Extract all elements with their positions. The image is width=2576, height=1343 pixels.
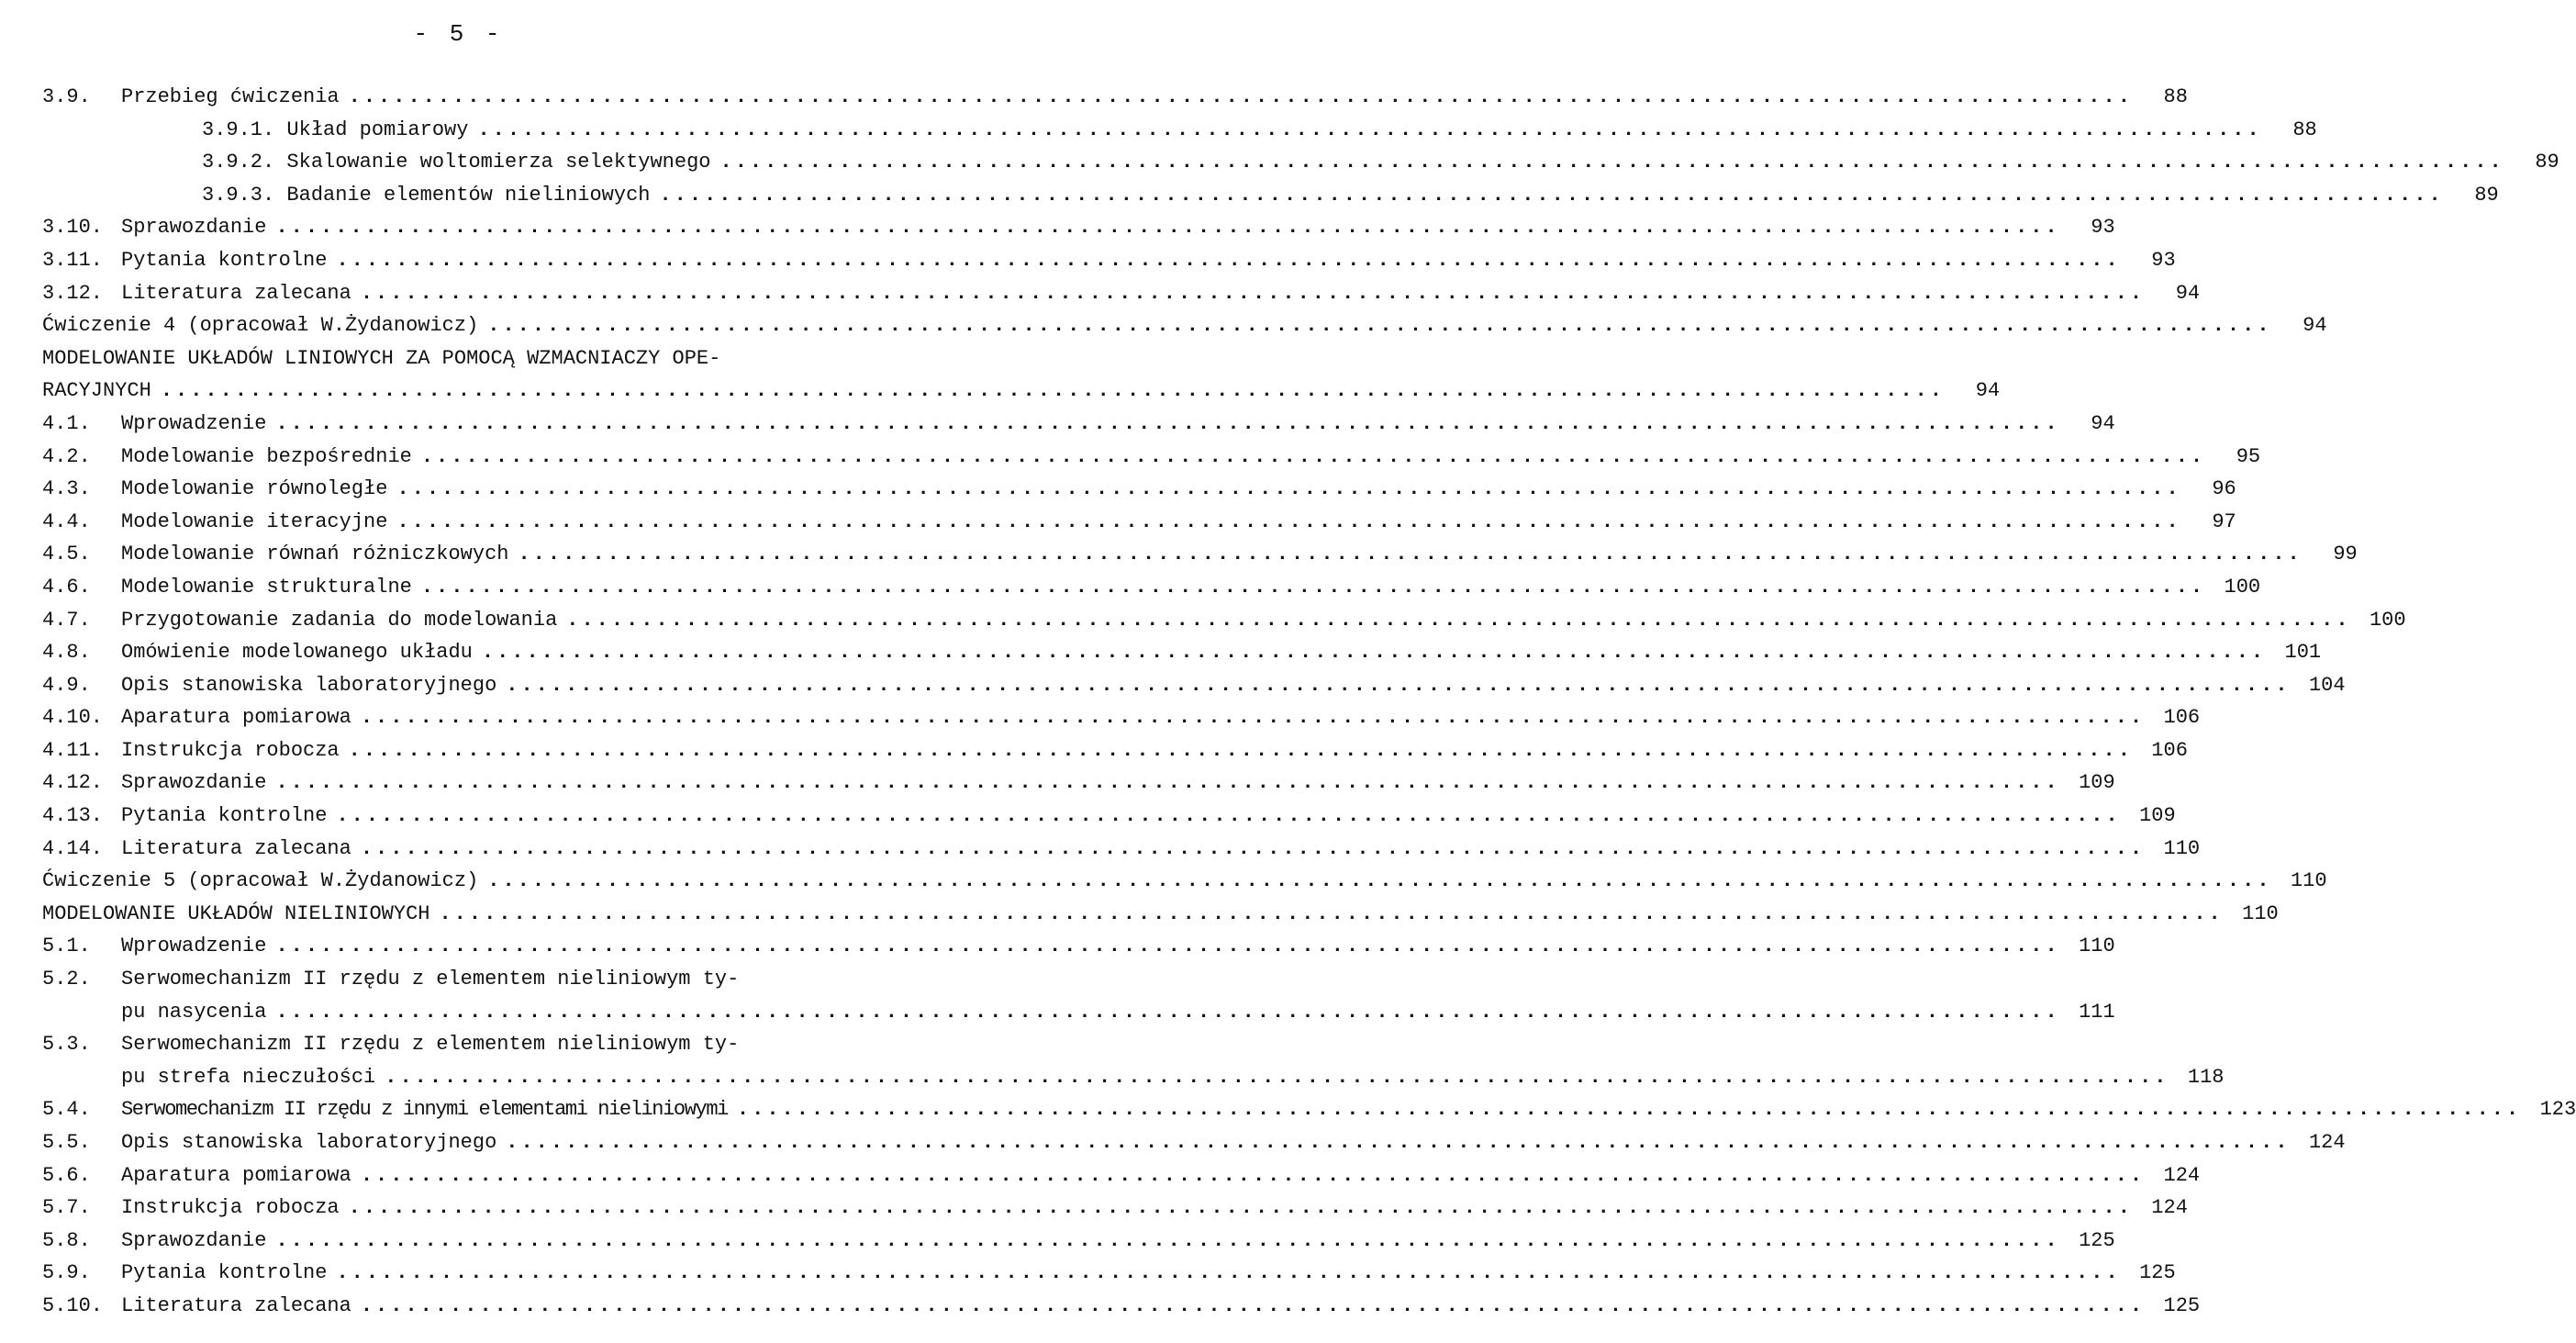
toc-entry-number: 4.11. [42, 738, 104, 762]
dot-leader: ........................................................................................................................ [275, 216, 2060, 240]
toc-entry-page: 97 [2212, 509, 2236, 533]
toc-entry-title: Wprowadzenie [121, 411, 267, 435]
toc-entry-number: 5.1. [42, 935, 91, 958]
toc-entry-title: Wprowadzenie [121, 935, 267, 958]
toc-entry [42, 309, 2327, 342]
dot-leader: ........................................................................................................................ [659, 183, 2444, 207]
dot-leader: ........................................................................................................................ [439, 901, 2224, 925]
toc-entry-title: Sprawozdanie [121, 771, 267, 795]
toc-entry-number: 4.1. [42, 411, 91, 435]
dot-leader: ........................................................................................................................ [336, 248, 2121, 272]
toc-entry-page: 110 [2079, 935, 2115, 958]
toc-entry [42, 734, 2188, 767]
toc-entry-page: 124 [2308, 1131, 2346, 1154]
toc-entry-page: 94 [2303, 314, 2327, 338]
toc-entry-title: Omówienie modelowanego układu [121, 641, 473, 665]
toc-entry-number: 3.10. [42, 216, 104, 240]
toc-entry [42, 277, 2201, 310]
toc-entry-page: 109 [2139, 804, 2176, 828]
toc-entry-title: pu nasycenia [121, 1000, 267, 1024]
toc-entry-page: 125 [2079, 1228, 2115, 1252]
toc-entry-page: 104 [2308, 673, 2346, 697]
dot-leader: ........................................................................................................................ [477, 118, 2262, 141]
toc-entry [42, 865, 2327, 898]
toc-entry [42, 1192, 2188, 1225]
dot-leader: ........................................................................................................................ [396, 509, 2181, 533]
toc-entry-page: 89 [2535, 151, 2559, 174]
toc-entry-title: Ćwiczenie 5 (opracował W.Żydanowicz) [42, 869, 479, 893]
dot-leader: ........................................................................................................................ [348, 85, 2133, 108]
dot-leader: ........................................................................................................................ [360, 836, 2146, 860]
toc-entry [42, 211, 2115, 244]
toc-entry [42, 996, 2115, 1029]
toc-entry-page: 109 [2079, 771, 2115, 795]
toc-entry-title: Modelowanie równań różniczkowych [121, 543, 509, 566]
toc-entry [42, 1225, 2115, 1258]
dot-leader: ........................................................................................................................ [360, 1163, 2146, 1187]
toc-entry-page: 101 [2284, 641, 2322, 665]
toc-entry-page: 125 [2163, 1293, 2201, 1317]
dot-leader: ........................................................................................................................ [360, 281, 2146, 305]
toc-entry-number: 4.3. [42, 477, 91, 501]
dot-leader: ........................................................................................................................ [348, 1196, 2133, 1220]
dot-leader: ........................................................................................................................ [481, 641, 2267, 665]
toc-entry-title: Serwomechanizm II rzędu z elementem nieliniowym ty- [121, 1033, 740, 1057]
toc-entry [42, 963, 868, 996]
toc-entry-page: 100 [2369, 608, 2406, 632]
toc-entry-title: Serwomechanizm II rzędu z elementem nieliniowym ty- [121, 968, 740, 991]
toc-entry-page: 106 [2151, 738, 2188, 762]
dot-leader: ........................................................................................................................ [336, 804, 2121, 828]
toc-entry-number: 4.6. [42, 575, 91, 599]
toc-entry-number: 4.10. [42, 706, 104, 730]
toc-entry-number: 5.2. [42, 968, 91, 991]
toc-entry [42, 114, 2317, 147]
toc-entry-title: MODELOWANIE UKŁADÓW NIELINIOWYCH [42, 901, 430, 925]
toc-entry-page: 93 [2091, 216, 2115, 240]
toc-entry-title: MODELOWANIE UKŁADÓW LINIOWYCH ZA POMOCĄ WZMACNIACZY OPE- [42, 346, 721, 370]
toc-entry [42, 1159, 2201, 1192]
toc-entry-page: 96 [2212, 477, 2236, 501]
dot-leader: ........................................................................................................................ [275, 411, 2060, 435]
toc-entry-page: 123 [2539, 1098, 2576, 1122]
toc-entry-title: 3.9.3. Badanie elementów nieliniowych [202, 183, 651, 207]
toc-entry-number: 4.12. [42, 771, 104, 795]
toc-entry-title: Instrukcja robocza [121, 738, 340, 762]
dot-leader: ........................................................................................................................ [506, 673, 2291, 697]
dot-leader: ........................................................................................................................ [275, 935, 2060, 958]
toc-entry [42, 701, 2201, 734]
toc-entry [42, 669, 2346, 702]
toc-entry-page: 124 [2151, 1196, 2188, 1220]
toc-entry [42, 441, 2261, 474]
dot-leader: ........................................................................................................................ [348, 738, 2133, 762]
toc-entry [42, 1093, 2576, 1126]
toc-entry-title: Literatura zalecana [121, 1293, 351, 1317]
toc-entry-title: Modelowanie iteracyjne [121, 509, 388, 533]
toc-entry-title: Instrukcja robocza [121, 1196, 340, 1220]
toc-entry-number: 5.7. [42, 1196, 91, 1220]
toc-entry [42, 930, 2115, 963]
toc-entry [42, 898, 2279, 931]
toc-entry-page: 125 [2139, 1261, 2176, 1285]
toc-entry-title: Pytania kontrolne [121, 248, 328, 272]
toc-entry [42, 604, 2406, 637]
dot-leader: ........................................................................................................................ [487, 314, 2272, 338]
toc-entry-title: Serwomechanizm II rzędu z innymi elementami nieliniowymi [121, 1098, 728, 1122]
toc-entry [42, 800, 2176, 833]
toc-entry [42, 636, 2322, 669]
toc-entry-number: 3.11. [42, 248, 104, 272]
toc-entry-page: 89 [2474, 183, 2499, 207]
dot-leader: ........................................................................................................................ [396, 477, 2181, 501]
toc-entry-title: 3.9.1. Układ pomiarowy [202, 118, 469, 141]
dot-leader: ........................................................................................................................ [275, 1000, 2060, 1024]
toc-entry-number: 3.12. [42, 281, 104, 305]
toc-entry-number: 5.4. [42, 1098, 91, 1122]
toc-entry [42, 81, 2188, 114]
toc-entry-page: 124 [2163, 1163, 2201, 1187]
toc-entry-title: Literatura zalecana [121, 836, 351, 860]
toc-entry-page: 94 [2091, 411, 2115, 435]
toc-entry [42, 146, 2559, 179]
toc-entry-title: Opis stanowiska laboratoryjnego [121, 1131, 497, 1154]
toc-entry [42, 1290, 2201, 1323]
toc-entry-title: Przebieg ćwiczenia [121, 85, 340, 108]
toc-entry [42, 1257, 2176, 1290]
dot-leader: ........................................................................................................................ [160, 379, 1946, 403]
toc-entry-number: 5.3. [42, 1033, 91, 1057]
toc-entry-page: 88 [2292, 118, 2317, 141]
dot-leader: ........................................................................................................................ [420, 575, 2206, 599]
toc-entry-title: Ćwiczenie 4 (opracował W.Żydanowicz) [42, 314, 479, 338]
toc-entry [42, 1028, 868, 1061]
toc-entry [42, 538, 2358, 571]
dot-leader: ........................................................................................................................ [420, 444, 2206, 468]
toc-entry [42, 244, 2176, 277]
dot-leader: ........................................................................................................................ [360, 1293, 2146, 1317]
toc-entry-page: 94 [1975, 379, 2001, 403]
toc-entry-number: 5.10. [42, 1293, 104, 1317]
toc-entry-page: 88 [2163, 85, 2188, 108]
dot-leader: ........................................................................................................................ [360, 706, 2146, 730]
toc-entry [42, 473, 2236, 506]
toc-entry [42, 375, 2001, 408]
toc-entry-number: 5.6. [42, 1163, 91, 1187]
toc-entry-title: 3.9.2. Skalowanie woltomierza selektywnego [202, 151, 711, 174]
dot-leader: ........................................................................................................................ [385, 1065, 2169, 1089]
toc-entry-page: 110 [2242, 901, 2279, 925]
toc-entry-page: 100 [2224, 575, 2261, 599]
toc-entry-page: 110 [2290, 869, 2327, 893]
toc-entry [42, 1061, 2225, 1094]
toc-entry-title: Opis stanowiska laboratoryjnego [121, 673, 497, 697]
toc-entry-number: 5.9. [42, 1261, 91, 1285]
dot-leader: ........................................................................................................................ [275, 771, 2060, 795]
toc-entry-number: 4.5. [42, 543, 91, 566]
toc-entry-title: Sprawozdanie [121, 216, 267, 240]
toc-entry-title: pu strefa nieczułości [121, 1065, 376, 1089]
toc-entry-page: 94 [2175, 281, 2201, 305]
dot-leader: ........................................................................................................................ [506, 1131, 2291, 1154]
toc-entry-number: 4.4. [42, 509, 91, 533]
toc-entry [42, 506, 2236, 539]
toc-entry-page: 111 [2079, 1000, 2115, 1024]
toc-entry-title: Modelowanie bezpośrednie [121, 444, 412, 468]
toc-entry-page: 95 [2236, 444, 2261, 468]
toc-entry-page: 110 [2163, 836, 2201, 860]
toc-entry-title: Modelowanie strukturalne [121, 575, 412, 599]
toc-entry-title: Modelowanie równoległe [121, 477, 388, 501]
dot-leader: ........................................................................................................................ [275, 1228, 2060, 1252]
toc-entry [42, 342, 868, 375]
dot-leader: ........................................................................................................................ [518, 543, 2303, 566]
toc-entry [42, 1126, 2346, 1159]
toc-entry [42, 767, 2115, 800]
toc-entry-number: 4.7. [42, 608, 91, 632]
toc-entry-number: 5.5. [42, 1131, 91, 1154]
dot-leader: ........................................................................................................................ [336, 1261, 2121, 1285]
toc-entry-page: 106 [2163, 706, 2201, 730]
toc-entry-page: 93 [2151, 248, 2176, 272]
toc-entry-number: 3.9. [42, 85, 91, 108]
toc-entry-title: Pytania kontrolne [121, 804, 328, 828]
toc-entry-number: 4.8. [42, 641, 91, 665]
dot-leader: ........................................................................................................................ [719, 151, 2504, 174]
dot-leader: ........................................................................................................................ [487, 869, 2272, 893]
dot-leader: ........................................................................................................................ [736, 1098, 2522, 1122]
toc-entry [42, 571, 2261, 604]
toc-entry-title: Literatura zalecana [121, 281, 351, 305]
toc-entry-title: Sprawozdanie [121, 1228, 267, 1252]
toc-entry-number: 4.14. [42, 836, 104, 860]
table-of-contents [42, 81, 2576, 1323]
toc-entry-page: 118 [2187, 1065, 2225, 1089]
toc-entry-title: Aparatura pomiarowa [121, 706, 351, 730]
toc-entry-number: 5.8. [42, 1228, 91, 1252]
toc-entry-number: 4.13. [42, 804, 104, 828]
toc-entry-title: Aparatura pomiarowa [121, 1163, 351, 1187]
toc-entry-number: 4.9. [42, 673, 91, 697]
toc-entry [42, 408, 2115, 441]
toc-entry-title: Pytania kontrolne [121, 1261, 328, 1285]
toc-entry-title: RACYJNYCH [42, 379, 151, 403]
dot-leader: ........................................................................................................................ [566, 608, 2351, 632]
toc-entry-number: 4.2. [42, 444, 91, 468]
toc-entry [42, 179, 2499, 212]
toc-entry [42, 833, 2201, 866]
toc-entry-page: 99 [2333, 543, 2358, 566]
toc-entry-title: Przygotowanie zadania do modelowania [121, 608, 558, 632]
page-number: - 5 - [413, 20, 504, 48]
